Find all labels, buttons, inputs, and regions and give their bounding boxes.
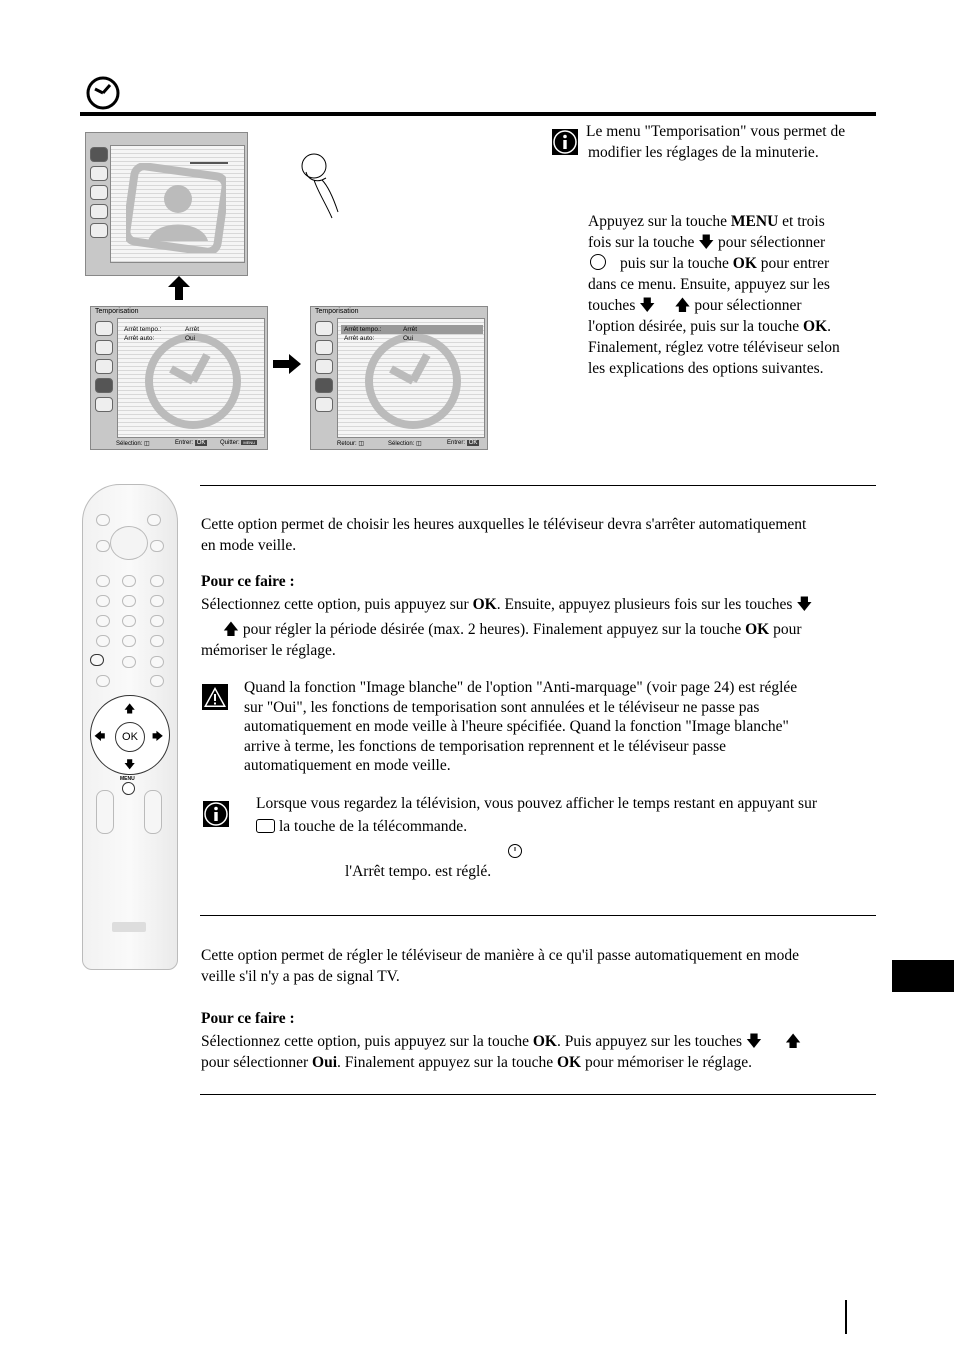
menu-row-value: Oui <box>185 335 196 342</box>
sound-menu-icon <box>90 166 108 181</box>
arrow-up-icon: 🡅 <box>124 703 136 715</box>
section2-bottom-rule <box>200 1094 876 1095</box>
section1-top-rule <box>200 485 876 486</box>
picture-menu-icon <box>315 321 333 336</box>
clock-watermark-icon <box>141 329 245 433</box>
tv-menu-timer-screen-right: Temporisation Arrêt tempo.: Arrêt Arrêt auto: Oui Retour: ◫ Sélection: ◫ Entrer: OK <box>310 306 488 450</box>
timer-menu-icon <box>95 378 113 393</box>
instructions: Appuyez sur la touche MENU et trois fois sur la touche 🡇 pour sélectionner puis sur la touche OK pour entrer dans ce menu. Ensuite, appuyez sur les touches 🡇 🡅 pour sélectionner l'option désirée, puis sur la touche OK. Finalement, réglez votre téléviseur selon les explications des options suivantes. <box>588 213 840 377</box>
info-display-key-icon <box>256 819 275 833</box>
info-note-remaining-time: Lorsque vous regardez la télévision, vous pouvez afficher le temps restant en appuyant sur la touche de la télécommande. <box>256 795 817 835</box>
timer-menu-icon <box>315 378 333 393</box>
features-menu-icon <box>315 359 333 374</box>
warning-note: Quand la fonction "Image blanche" de l'option "Anti-marquage" (voir page 24) est réglée sur "Oui", les fonctions de temporisation sont annulées et le téléviseur ne passe pas automatiquement en mode veille à l'heure spécifiée. Quand la fonction "Image blanche" arrive à terme, les fonctions de temporisation reprennent et le téléviseur passe automatiquement en mode veille. <box>244 679 798 774</box>
section1-intro: Cette option permet de choisir les heures auxquelles le téléviseur devra s'arrêter automatiquement en mode veille. <box>201 516 807 554</box>
info-note-line3: l'Arrêt tempo. est réglé. <box>345 863 492 880</box>
arrow-down-icon: 🡇 <box>639 297 656 314</box>
header-rule <box>80 112 876 116</box>
info-note-line1: Le menu "Temporisation" vous permet de <box>586 123 846 140</box>
arrow-up-icon: 🡅 <box>674 297 691 314</box>
menu-title: Temporisation <box>315 308 359 315</box>
menu-row-label: Arrêt auto: <box>344 335 375 342</box>
menu-row-value: Oui <box>403 335 414 342</box>
info-timer-button[interactable] <box>90 654 104 666</box>
section2-top-rule <box>200 915 876 916</box>
menu-row-label: Arrêt tempo.: <box>124 326 162 333</box>
right-arrow-icon <box>273 354 301 374</box>
info-icon <box>551 128 579 156</box>
person-watermark-icon <box>126 163 226 253</box>
setup-menu-icon <box>90 223 108 238</box>
arrow-left-icon: 🡄 <box>94 731 106 743</box>
setup-menu-icon <box>315 397 333 412</box>
section1-howto: Pour ce faire : <box>201 573 295 590</box>
arrow-right-icon: 🡆 <box>152 731 164 743</box>
section2-steps: Sélectionnez cette option, puis appuyez sur la touche OK. Puis appuyez sur les touches 🡇 🡅 pour sélectionner Oui. Finalement appuyez sur la touche OK pour mémoriser le réglage. <box>201 1033 802 1071</box>
section1-steps: Sélectionnez cette option, puis appuyez sur OK. Ensuite, appuyez plusieurs fois sur les touches 🡇 🡅 pour régler la période désirée (max. 2 heures). Finalement appuyez sur la touche OK pour mémoriser le réglage. <box>201 596 813 659</box>
tv-menu-main-screen <box>85 132 248 276</box>
arrow-down-icon: 🡇 <box>796 596 813 613</box>
menu-row-value: Arrêt <box>403 326 418 333</box>
menu-title: Temporisation <box>95 308 139 315</box>
setup-menu-icon <box>95 397 113 412</box>
clock-watermark-icon <box>361 329 465 433</box>
arrow-down-icon: 🡇 <box>124 759 136 771</box>
menu-button[interactable] <box>122 782 135 795</box>
info-note-line2: modifier les réglages de la minuterie. <box>588 144 819 161</box>
arrow-up-icon: 🡅 <box>223 621 239 638</box>
hand-press-icon <box>296 150 356 222</box>
menu-row-label: Arrêt tempo.: <box>344 326 382 333</box>
picture-menu-icon <box>95 321 113 336</box>
arrow-up-icon: 🡅 <box>785 1033 802 1050</box>
up-arrow-icon <box>168 276 190 300</box>
features-menu-icon <box>95 359 113 374</box>
sound-menu-icon <box>95 340 113 355</box>
tv-menu-timer-screen-left: Temporisation Arrêt tempo.: Arrêt Arrêt auto: Oui Sélection: ◫ Entrer: OK Quitter: MENU <box>90 306 268 450</box>
timer-indicator-icon <box>507 843 523 859</box>
arrow-down-icon: 🡇 <box>745 1033 762 1050</box>
section2-intro: Cette option permet de régler le téléviseur de manière à ce qu'il passe automatiquement en mode veille s'il n'y a pas de signal TV. <box>201 947 800 985</box>
menu-row-label: Arrêt auto: <box>124 335 155 342</box>
features-menu-icon <box>90 185 108 200</box>
picture-menu-icon <box>90 147 108 162</box>
info-icon <box>202 800 230 828</box>
page-number-divider <box>845 1300 847 1334</box>
clock-icon <box>590 254 606 270</box>
timer-menu-icon <box>90 204 108 219</box>
clock-icon <box>84 76 124 110</box>
ok-button[interactable]: OK <box>115 722 145 752</box>
arrow-down-icon: 🡇 <box>698 234 715 251</box>
sound-menu-icon <box>315 340 333 355</box>
language-tab <box>892 960 954 992</box>
menu-row-value: Arrêt <box>185 326 200 333</box>
warning-icon <box>201 683 229 711</box>
section2-howto: Pour ce faire : <box>201 1010 295 1027</box>
menu-label: MENU <box>120 776 135 782</box>
